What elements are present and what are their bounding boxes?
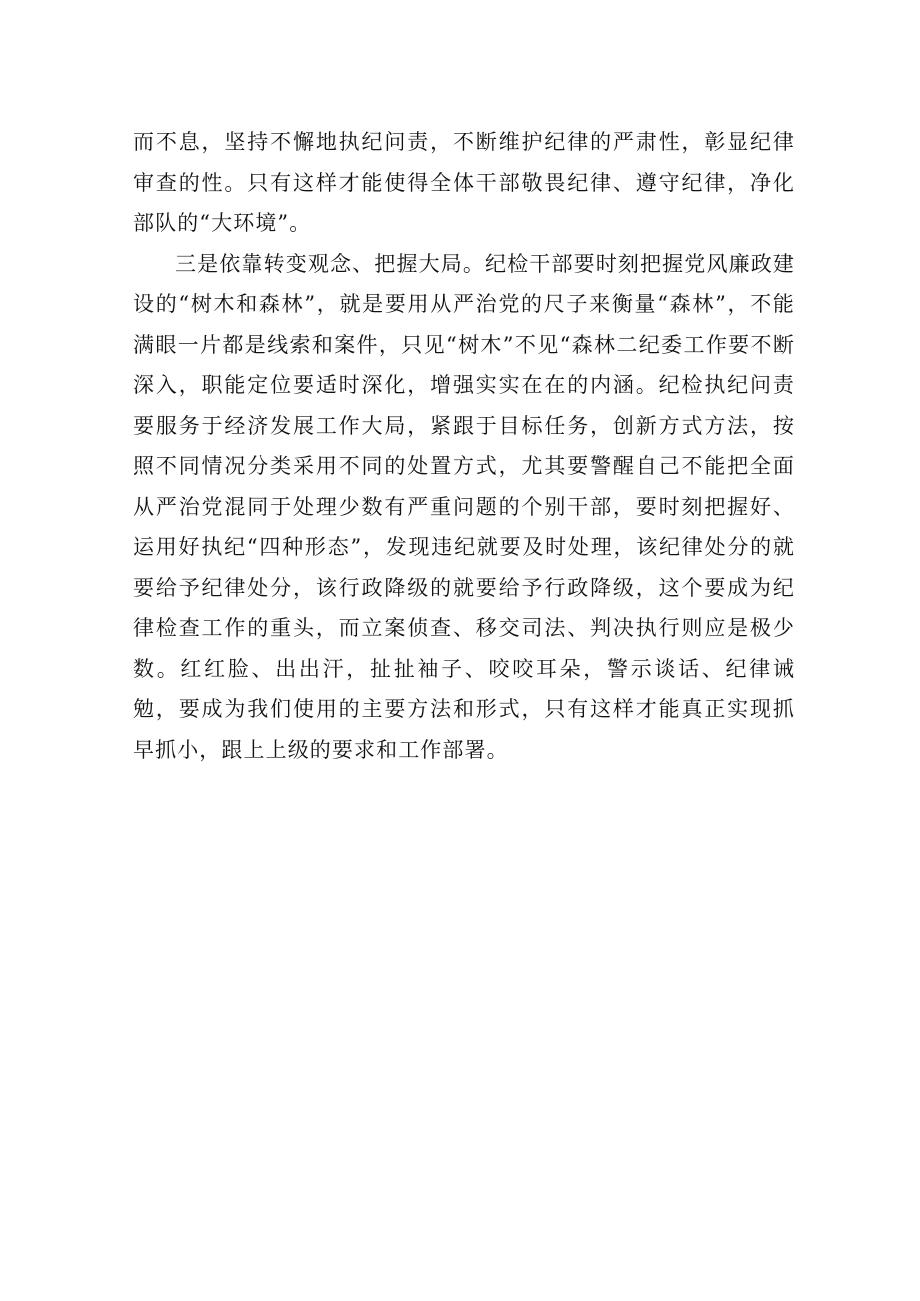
paragraph-point-three: 三是依靠转变观念、把握大局。纪检干部要时刻把握党风廉政建设的“树木和森林”，就是要用从严治党的尺子来衡量“森林”，不能满眼一片都是线索和案件，只见“树木”不见“森林二纪委工作要不断深入，职能定位要适时深化，增强实实在在的内涵。纪检执纪问责要服务于经济发展工作大局，紧跟于目标任务，创新方式方法，按照不同情况分类采用不同的处置方式，尤其要警醒自己不能把全面从严治党混同于处理少数有严重问题的个别干部，要时刻把握好、运用好执纪“四种形态”，发现违纪就要及时处理，该纪律处分的就要给予纪律处分，该行政降级的就要给予行政降级，这个要成为纪律检查工作的重头，而立案侦查、移交司法、判决执行则应是极少数。红红脸、出出汗，扯扯袖子、咬咬耳朵，警示谈话、纪律诫勉，要成为我们使用的主要方法和形式，只有这样才能真正实现抓早抓小，跟上上级的要求和工作部署。 [133, 251, 795, 762]
body-text [133, 122, 795, 770]
paragraph-continuation: 而不息，坚持不懈地执纪问责，不断维护纪律的严肃性，彰显纪律审查的性。只有这样才能使得全体干部敬畏纪律、遵守纪律，净化部队的“大环境”。 [133, 130, 795, 235]
